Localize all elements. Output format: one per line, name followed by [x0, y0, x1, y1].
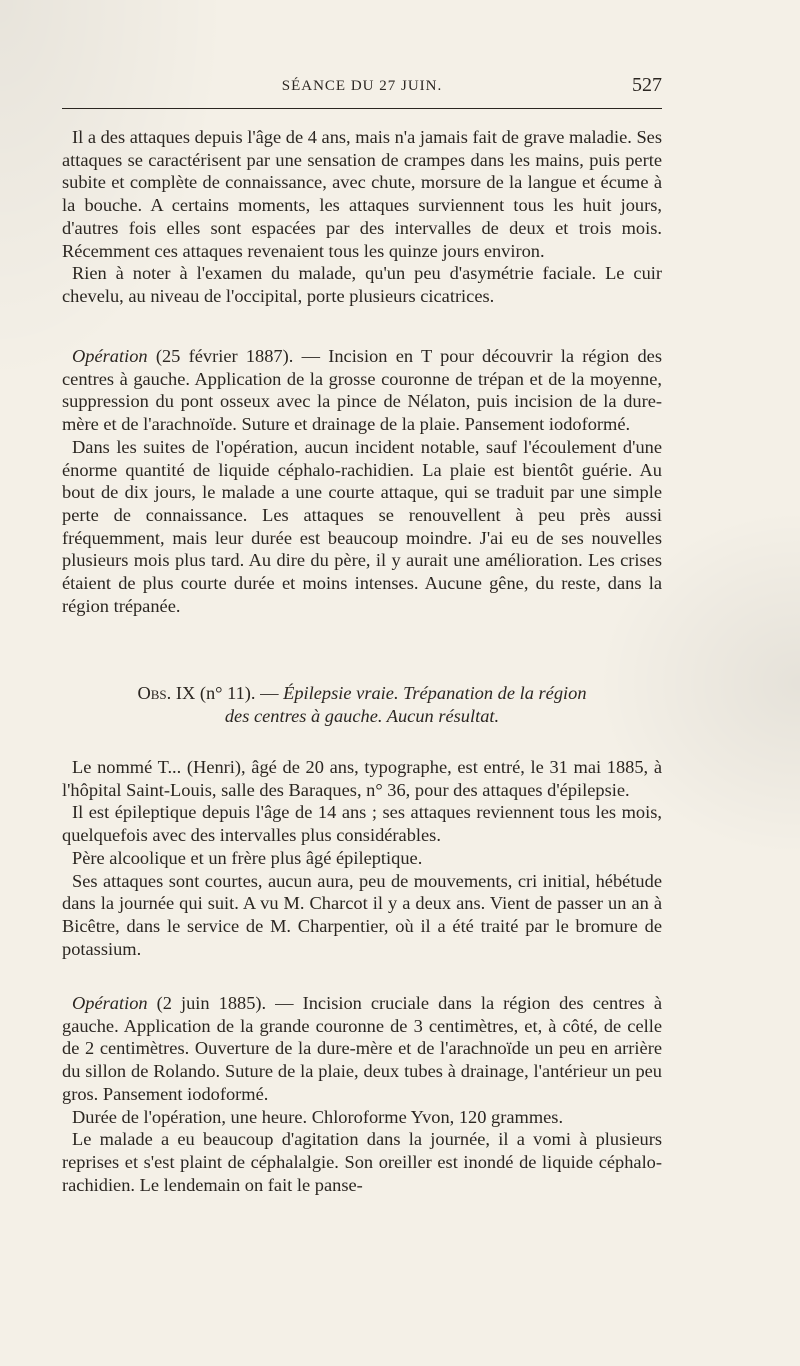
paragraph: Père alcoolique et un frère plus âgé épileptique.	[72, 847, 423, 868]
operation-paragraph	[62, 992, 662, 1106]
case-history-block	[62, 126, 662, 308]
observation-title-line-1: Épilepsie vraie. Trépanation de la région	[283, 683, 587, 703]
page-number: 527	[632, 74, 662, 96]
observation-heading-line-1	[62, 682, 662, 705]
paragraph: Le nommé T... (Henri), âgé de 20 ans, typographe, est entré, le 31 mai 1885, à l'hôpital Saint-Louis, salle des Baraques, n° 36, pour des attaques d'épilepsie.	[62, 757, 662, 800]
operation-block-2	[62, 992, 662, 1196]
operation-paragraph	[62, 345, 662, 436]
operation-text: (2 juin 1885). — Incision cruciale dans la région des centres à gauche. Application de la grande couronne de 3 centimètres, et, à côté, de celle de 2 centimètres. Ouverture de la dure-mère et de l'arachnoïde un peu en arrière du sillon de Rolando. Suture de la plaie, deux tubes à drainage, l'antérieur un peu gros. Pansement iodoformé.	[62, 993, 662, 1104]
paragraph: Il est épileptique depuis l'âge de 14 ans ; ses attaques reviennent tous les mois, quelquefois avec des intervalles plus considérables.	[62, 802, 662, 846]
observation-heading	[62, 682, 662, 728]
observation-number: (n° 11). —	[195, 683, 284, 703]
running-head	[62, 74, 662, 100]
header-rule	[62, 108, 662, 109]
paragraph: Ses attaques sont courtes, aucun aura, peu de mouvements, cri initial, hébétude dans la journée qui suit. A vu M. Charcot il y a deux ans. Vient de passer un an à Bicêtre, dans le service de M. Charpentier, où il a été traité par le bromure de potassium.	[62, 870, 662, 959]
paragraph: Rien à noter à l'examen du malade, qu'un peu d'asymétrie faciale. Le cuir chevelu, au niveau de l'occipital, porte plusieurs cicatrices.	[62, 263, 662, 306]
operation-label: Opération	[72, 993, 148, 1013]
patient-history-block	[62, 756, 662, 960]
operation-label: Opération	[72, 346, 148, 366]
paragraph: Il a des attaques depuis l'âge de 4 ans, mais n'a jamais fait de grave maladie. Ses attaques se caractérisent par une sensation de crampes dans les mains, puis perte subite et complète de connaissance, avec chute, morsure de la langue et écume à la bouche. A certains moments, les attaques surviennent tous les huit jours, d'autres fois elles sont espacées par des intervalles de deux et trois mois. Récemment ces attaques revenaient tous les quinze jours environ.	[62, 127, 662, 261]
running-title: SÉANCE DU 27 JUIN.	[281, 78, 443, 94]
paragraph: Le malade a eu beaucoup d'agitation dans la journée, il a vomi à plusieurs reprises et s'est plaint de céphalalgie. Son oreiller est inondé de liquide céphalo-rachidien. Le lendemain on fait le panse-	[62, 1129, 662, 1195]
operation-text: (25 février 1887). — Incision en T pour découvrir la région des centres à gauche. Application de la grosse couronne de trépan et de la moyenne, suppression du pont osseux avec la pince de Nélaton, puis incision de la dure-mère et de l'arachnoïde. Suture et drainage de la plaie. Pansement iodoformé.	[62, 346, 662, 435]
paragraph: Durée de l'opération, une heure. Chloroforme Yvon, 120 grammes.	[72, 1106, 564, 1127]
paragraph: Dans les suites de l'opération, aucun incident notable, sauf l'écoulement d'une énorme quantité de liquide céphalo-rachidien. La plaie est bientôt guérie. Au bout de dix jours, le malade a une courte attaque, qui se traduit par une simple perte de connaissance. Les attaques se renouvellent à peu près aussi fréquemment, mais leur durée est beaucoup moindre. J'ai eu de ses nouvelles plusieurs mois plus tard. Au dire du père, il y aurait une amélioration. Les crises étaient de plus courte durée et moins intenses. Aucune gêne, du reste, dans la région trépanée.	[62, 436, 662, 616]
observation-label: Obs. IX	[137, 683, 196, 703]
observation-title-line-2: des centres à gauche. Aucun résultat.	[224, 706, 500, 726]
operation-block-1	[62, 345, 662, 617]
observation-heading-line-2	[62, 705, 662, 728]
